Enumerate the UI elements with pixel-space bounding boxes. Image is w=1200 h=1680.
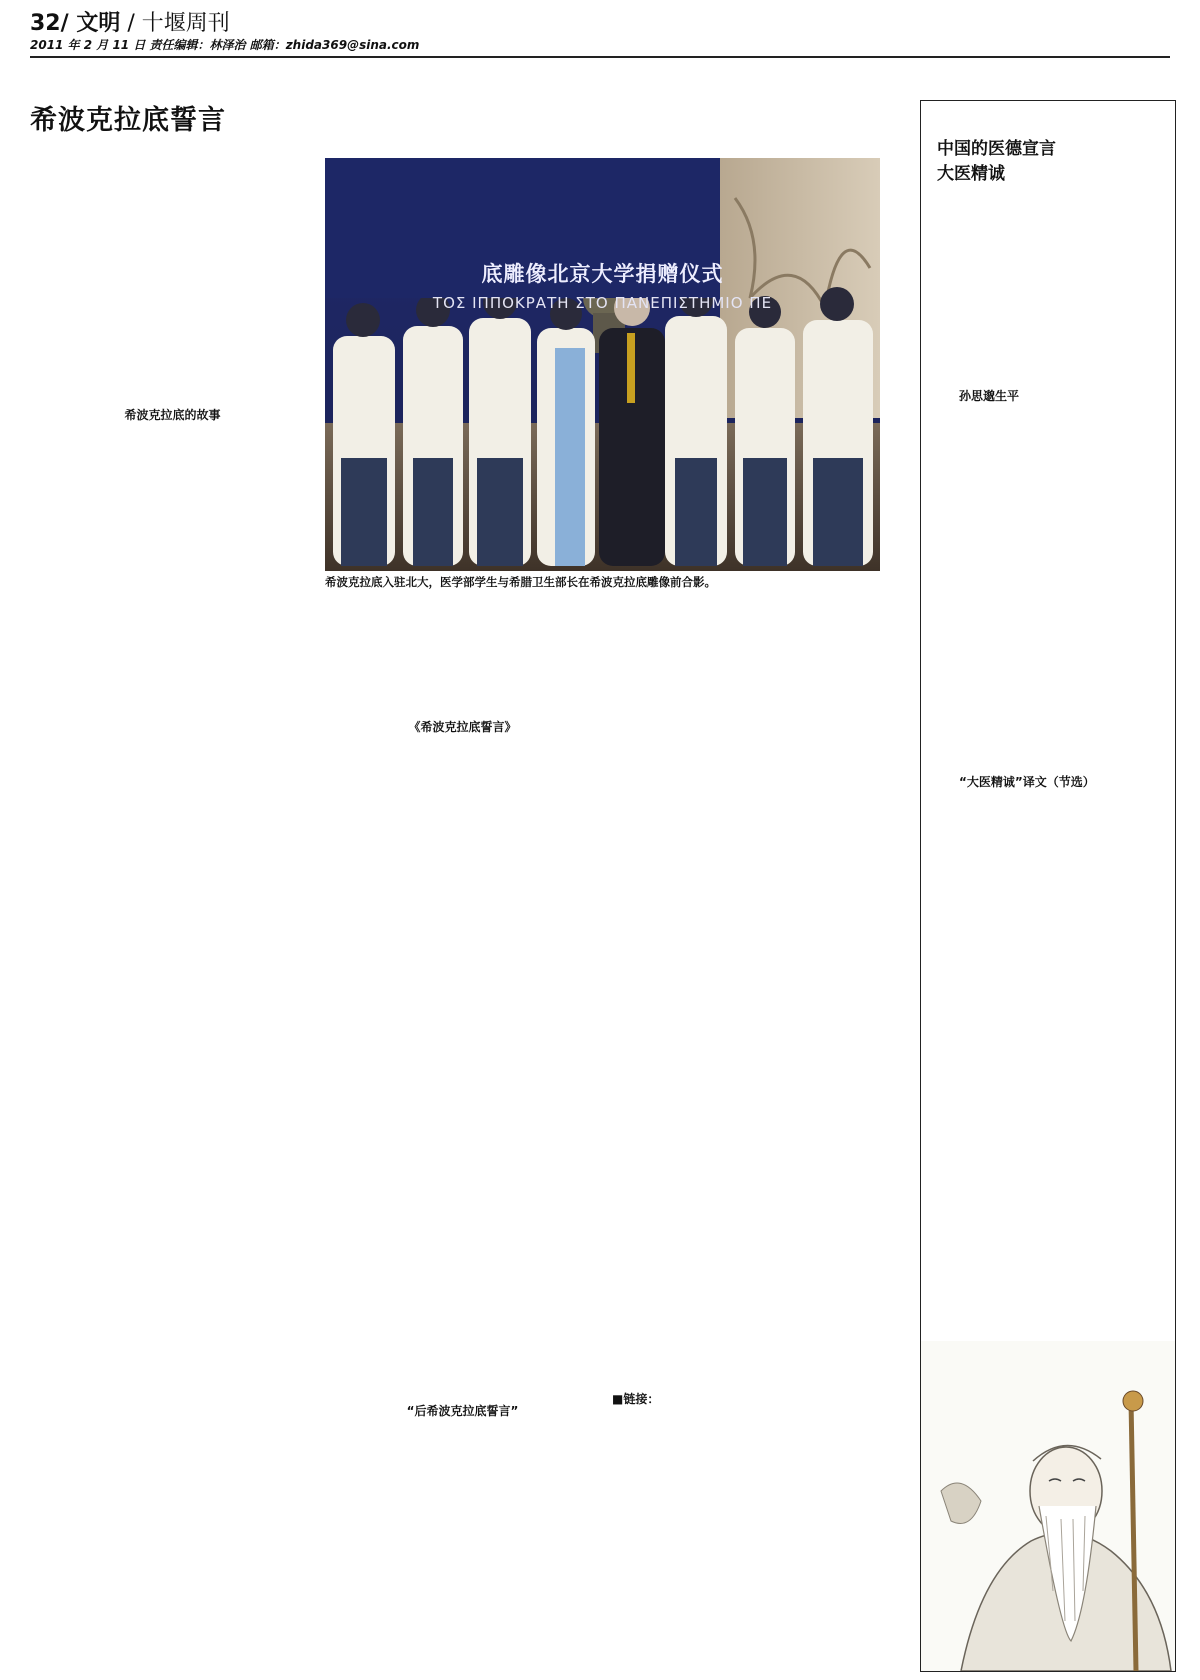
sidebar-subheading-translation: “大医精诚”译文（节选） [959,775,1095,789]
body-text-column [325,1428,600,1670]
body-text-column [612,592,880,1382]
subheading-oath: 《希波克拉底誓言》 [408,720,517,734]
sidebar-text [935,209,1163,381]
photo-banner-greek: ΤΟΣ ΙΠΠΟΚΡΑΤΗ ΣΤΟ ΠΑΝΕΠΙΣΤΗΜΙΟ ΠΕ [432,294,773,312]
subheading-story: 希波克拉底的故事 [124,408,221,422]
sidebar-title [937,137,1056,186]
link-text [612,1410,880,1670]
link-heading: ■链接： [612,1392,660,1406]
page-number: 32 [30,11,61,36]
photo-banner-text: 底雕像北京大学捐赠仪式 [481,262,724,286]
sidebar-subheading-bio: 孙思邈生平 [959,389,1020,403]
ceremony-photo [325,158,880,571]
article-title: 希波克拉底誓言 [30,105,226,136]
body-text-column [30,158,315,391]
issue-meta: 2011 年 2 月 11 日 责任编辑：林泽治 邮箱：zhida369@sina.com [30,38,420,52]
body-text-column [30,430,315,1670]
header-rule [30,56,1170,58]
subheading-post-oath: “后希波克拉底誓言” [406,1404,519,1418]
sidebar-text [935,795,1163,1341]
publication-name: 十堰周刊 [141,11,230,36]
sidebar-title-line1: 中国的医德宣言 [937,139,1056,159]
sun-simiao-portrait [921,1341,1176,1671]
photo-caption: 希波克拉底入驻北大，医学部学生与希腊卫生部长在希波克拉底雕像前合影。 [325,575,716,589]
section-name: 文明 [76,11,121,36]
page-header: 32/ 文明 / 十堰周刊 [30,11,230,36]
body-text-column [325,592,600,702]
sidebar-box [920,100,1176,1672]
sidebar-text [935,407,1163,775]
sidebar-title-line2: 大医精诚 [937,163,1005,184]
body-text-column [325,742,600,1382]
ceremony-photo-image [325,158,880,571]
